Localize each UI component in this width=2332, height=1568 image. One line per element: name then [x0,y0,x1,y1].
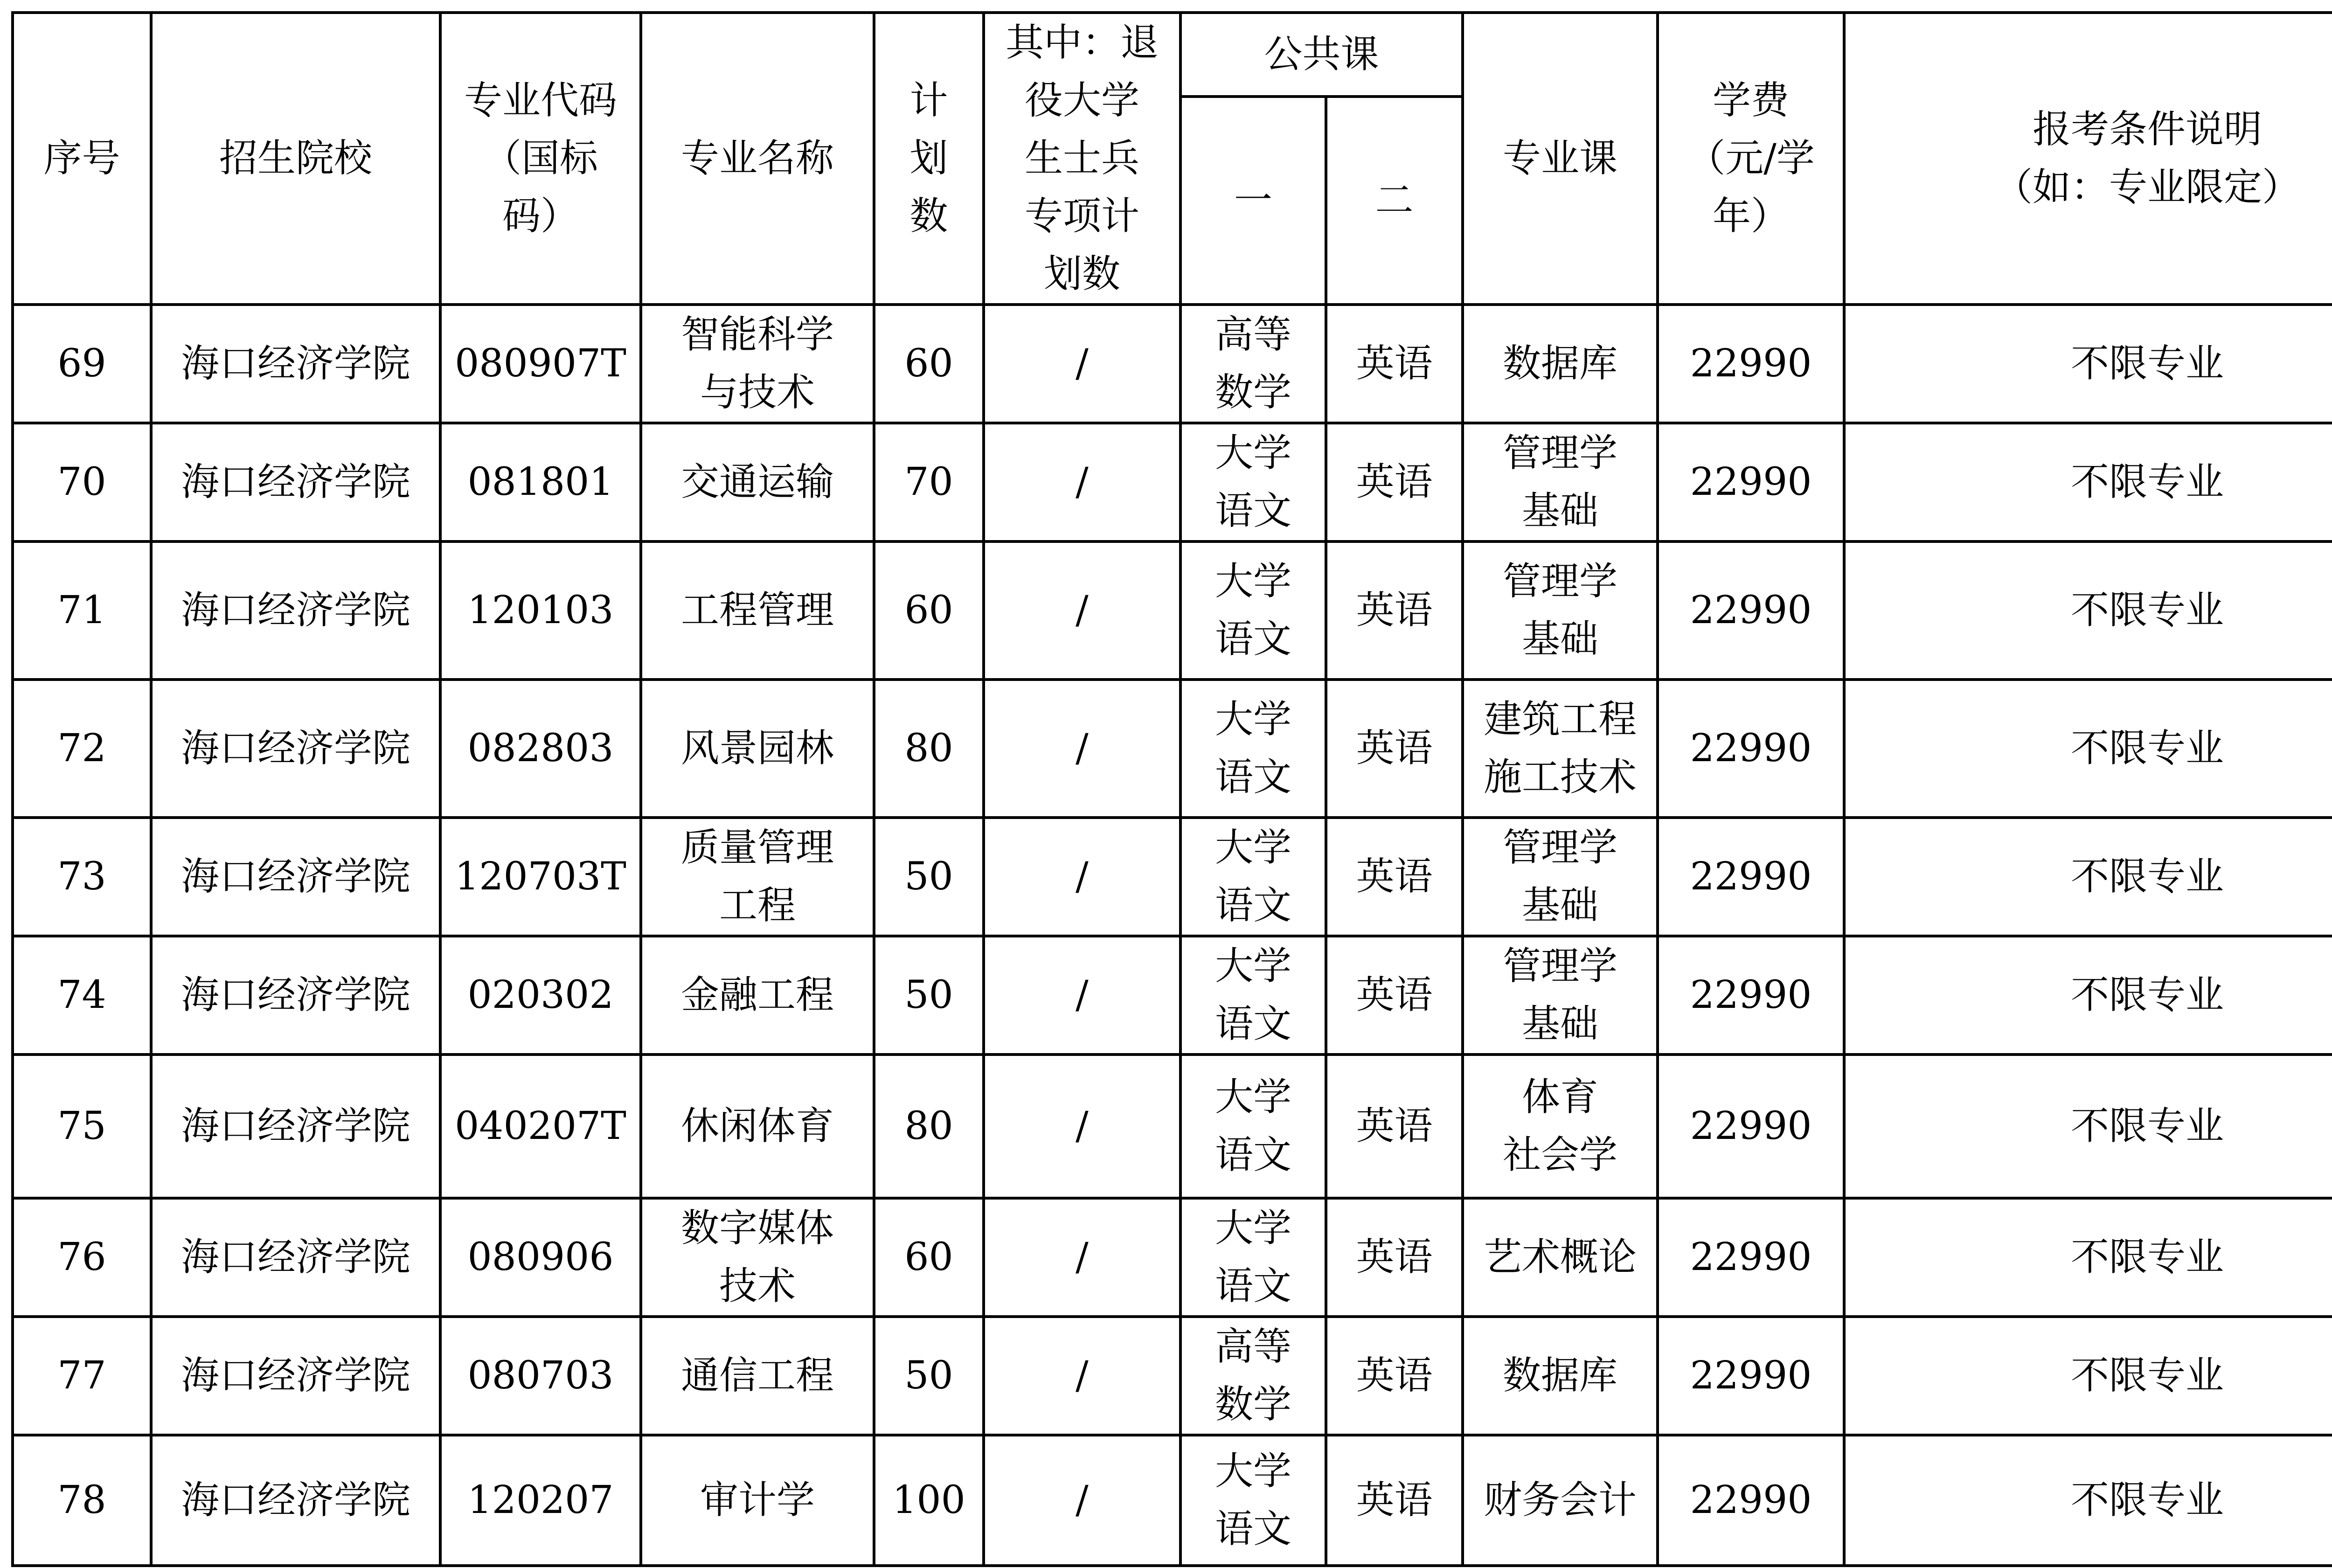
cell-condition: 不限专业 [1844,818,2332,936]
cell-public-1-line: 语文 [1215,1133,1291,1177]
table-row [13,305,2332,423]
cell-tuition: 22990 [1658,1317,1844,1435]
cell-public-2: 英语 [1326,423,1463,541]
cell-major-name-line: 智能科学 [680,312,834,357]
cell-seq: 73 [13,818,151,936]
cell-public-1 [1180,541,1326,680]
cell-major-name-line: 工程管理 [680,588,834,632]
header-tuition-line: 学费 [1713,78,1790,123]
cell-major-code: 120703T [440,818,641,936]
table-header [13,13,2332,305]
cell-plan: 60 [874,305,984,423]
cell-major-course-line: 社会学 [1503,1133,1618,1177]
cell-major-course-line: 管理学 [1503,431,1618,475]
cell-tuition: 22990 [1658,305,1844,423]
table-row [13,1317,2332,1435]
cell-condition: 不限专业 [1844,680,2332,818]
cell-major-code: 081801 [440,423,641,541]
cell-major-name-line: 技术 [719,1264,796,1308]
table-row [13,680,2332,818]
cell-seq: 72 [13,680,151,818]
cell-major-name-line: 与技术 [700,370,815,415]
cell-tuition: 22990 [1658,1055,1844,1198]
cell-major-code: 080907T [440,305,641,423]
cell-plan: 50 [874,1317,984,1435]
cell-major-course-line: 基础 [1522,1002,1599,1046]
cell-major-course-line: 管理学 [1503,559,1618,604]
cell-public-1-line: 大学 [1215,944,1291,988]
cell-major-course [1463,541,1658,680]
cell-major-code: 040207T [440,1055,641,1198]
cell-plan: 50 [874,818,984,936]
cell-major-code: 020302 [440,936,641,1055]
header-conditions [1844,13,2332,305]
cell-public-2: 英语 [1326,1317,1463,1435]
cell-major-course-line: 基础 [1522,489,1599,533]
cell-public-1-line: 语文 [1215,489,1291,533]
cell-major-name [641,936,874,1055]
cell-major-course-line: 管理学 [1503,826,1618,870]
cell-public-1-line: 数学 [1215,370,1291,415]
cell-plan: 100 [874,1435,984,1566]
cell-major-name-line: 交通运输 [680,460,834,504]
table-row [13,1055,2332,1198]
cell-major-course-line: 数据库 [1503,341,1618,386]
header-major-course: 专业课 [1463,13,1658,305]
cell-public-1-line: 语文 [1215,1507,1291,1551]
cell-public-2: 英语 [1326,305,1463,423]
cell-major-name-line: 休闲体育 [680,1104,834,1148]
cell-public-1 [1180,1198,1326,1317]
cell-major-code: 080906 [440,1198,641,1317]
cell-public-2: 英语 [1326,1055,1463,1198]
cell-public-1 [1180,1317,1326,1435]
cell-public-1 [1180,818,1326,936]
header-veteran-line: 专项计 [1024,194,1139,238]
cell-public-1-line: 数学 [1215,1382,1291,1427]
cell-seq: 69 [13,305,151,423]
cell-public-1-line: 高等 [1215,312,1291,357]
header-public-1: 一 [1180,97,1326,305]
cell-major-course [1463,680,1658,818]
cell-tuition: 22990 [1658,1198,1844,1317]
cell-major-code: 082803 [440,680,641,818]
cell-condition: 不限专业 [1844,936,2332,1055]
cell-condition: 不限专业 [1844,305,2332,423]
cell-condition: 不限专业 [1844,541,2332,680]
cell-tuition: 22990 [1658,1435,1844,1566]
header-major-code-line: 码） [502,194,579,238]
table-row [13,1198,2332,1317]
cell-veteran-plan: / [984,1435,1180,1566]
cell-major-name-line: 工程 [719,883,796,928]
cell-major-course [1463,818,1658,936]
header-major-code-line: 专业代码 [464,78,617,123]
cell-plan: 80 [874,680,984,818]
cell-tuition: 22990 [1658,936,1844,1055]
cell-veteran-plan: / [984,423,1180,541]
table-row [13,936,2332,1055]
cell-veteran-plan: / [984,1055,1180,1198]
header-public-course: 公共课 [1180,13,1463,97]
cell-veteran-plan: / [984,305,1180,423]
cell-plan: 60 [874,541,984,680]
cell-major-code: 120103 [440,541,641,680]
cell-major-course [1463,936,1658,1055]
cell-plan: 60 [874,1198,984,1317]
cell-school: 海口经济学院 [151,680,440,818]
table-row [13,818,2332,936]
cell-school: 海口经济学院 [151,541,440,680]
cell-public-2: 英语 [1326,541,1463,680]
cell-public-1-line: 大学 [1215,826,1291,870]
cell-public-1 [1180,1435,1326,1566]
cell-public-2: 英语 [1326,1435,1463,1566]
header-conditions-line: 报考条件说明 [2033,107,2263,152]
header-plan-line: 划 [909,136,948,180]
header-tuition-line: （元/学 [1687,136,1815,180]
cell-public-1-line: 语文 [1215,883,1291,928]
cell-veteran-plan: / [984,680,1180,818]
cell-public-1 [1180,305,1326,423]
cell-public-1-line: 大学 [1215,431,1291,475]
cell-veteran-plan: / [984,936,1180,1055]
cell-major-name [641,680,874,818]
cell-seq: 74 [13,936,151,1055]
cell-public-1-line: 高等 [1215,1325,1291,1369]
cell-public-1-line: 语文 [1215,617,1291,661]
cell-public-1 [1180,423,1326,541]
cell-school: 海口经济学院 [151,1055,440,1198]
cell-major-name [641,818,874,936]
cell-public-2: 英语 [1326,936,1463,1055]
cell-public-1-line: 语文 [1215,1002,1291,1046]
cell-public-1 [1180,936,1326,1055]
cell-school: 海口经济学院 [151,423,440,541]
cell-major-name-line: 风景园林 [680,726,834,770]
table-body [13,305,2332,1566]
header-plan-line: 计 [909,78,948,123]
cell-major-course [1463,1435,1658,1566]
cell-public-1-line: 语文 [1215,755,1291,799]
cell-major-course-line: 财务会计 [1484,1478,1637,1522]
cell-veteran-plan: / [984,541,1180,680]
cell-public-1 [1180,1055,1326,1198]
cell-major-name [641,1435,874,1566]
cell-major-code: 120207 [440,1435,641,1566]
header-public-2: 二 [1326,97,1463,305]
cell-major-name-line: 审计学 [700,1478,815,1522]
header-plan-line: 数 [909,194,948,238]
header-veteran-line: 划数 [1043,252,1120,296]
cell-major-course-line: 艺术概论 [1484,1235,1637,1279]
table-row [13,423,2332,541]
cell-school: 海口经济学院 [151,305,440,423]
cell-school: 海口经济学院 [151,1435,440,1566]
cell-major-course-line: 施工技术 [1484,755,1637,799]
header-tuition-line: 年） [1713,194,1790,238]
cell-school: 海口经济学院 [151,1198,440,1317]
header-major-name: 专业名称 [641,13,874,305]
cell-public-1-line: 大学 [1215,559,1291,604]
cell-public-1-line: 大学 [1215,1206,1291,1250]
cell-condition: 不限专业 [1844,1317,2332,1435]
cell-seq: 75 [13,1055,151,1198]
cell-seq: 71 [13,541,151,680]
cell-seq: 70 [13,423,151,541]
cell-major-name-line: 金融工程 [680,973,834,1017]
cell-major-course-line: 建筑工程 [1484,697,1637,742]
cell-major-course [1463,423,1658,541]
admissions-table-container [11,11,2332,1567]
cell-veteran-plan: / [984,1198,1180,1317]
header-major-code-line: （国标 [483,136,598,180]
table-row [13,1435,2332,1566]
cell-tuition: 22990 [1658,423,1844,541]
cell-tuition: 22990 [1658,680,1844,818]
cell-plan: 80 [874,1055,984,1198]
header-school: 招生院校 [151,13,440,305]
cell-tuition: 22990 [1658,541,1844,680]
cell-major-name [641,541,874,680]
cell-major-name-line: 质量管理 [680,826,834,870]
cell-major-course [1463,1317,1658,1435]
cell-public-2: 英语 [1326,818,1463,936]
cell-tuition: 22990 [1658,818,1844,936]
cell-major-name [641,305,874,423]
cell-major-course [1463,1055,1658,1198]
cell-condition: 不限专业 [1844,1198,2332,1317]
cell-plan: 50 [874,936,984,1055]
cell-public-1-line: 语文 [1215,1264,1291,1308]
cell-plan: 70 [874,423,984,541]
cell-major-name [641,1055,874,1198]
cell-public-1-line: 大学 [1215,1075,1291,1119]
cell-school: 海口经济学院 [151,1317,440,1435]
cell-seq: 78 [13,1435,151,1566]
cell-major-name [641,1198,874,1317]
cell-public-2: 英语 [1326,680,1463,818]
header-seq: 序号 [13,13,151,305]
cell-major-course-line: 基础 [1522,883,1599,928]
cell-public-1-line: 大学 [1215,697,1291,742]
cell-major-name-line: 数字媒体 [680,1206,834,1250]
cell-seq: 76 [13,1198,151,1317]
cell-condition: 不限专业 [1844,423,2332,541]
cell-major-course-line: 基础 [1522,617,1599,661]
header-tuition [1658,13,1844,305]
header-major-code [440,13,641,305]
header-veteran-line: 役大学 [1024,78,1139,123]
header-veteran-line: 生士兵 [1024,136,1139,180]
cell-public-1 [1180,680,1326,818]
cell-veteran-plan: / [984,818,1180,936]
cell-school: 海口经济学院 [151,936,440,1055]
cell-seq: 77 [13,1317,151,1435]
admissions-table [11,11,2332,1567]
header-veteran-plan [984,13,1180,305]
cell-major-course [1463,305,1658,423]
cell-condition: 不限专业 [1844,1055,2332,1198]
header-conditions-line: （如：专业限定） [1994,165,2301,209]
cell-major-course [1463,1198,1658,1317]
cell-school: 海口经济学院 [151,818,440,936]
cell-major-course-line: 体育 [1522,1075,1599,1119]
cell-condition: 不限专业 [1844,1435,2332,1566]
cell-public-1-line: 大学 [1215,1449,1291,1493]
cell-major-name [641,1317,874,1435]
header-plan [874,13,984,305]
cell-major-code: 080703 [440,1317,641,1435]
cell-public-2: 英语 [1326,1198,1463,1317]
table-row [13,541,2332,680]
cell-major-course-line: 数据库 [1503,1353,1618,1398]
cell-veteran-plan: / [984,1317,1180,1435]
cell-major-name-line: 通信工程 [680,1353,834,1398]
header-veteran-line: 其中：退 [1005,21,1159,65]
cell-major-name [641,423,874,541]
cell-major-course-line: 管理学 [1503,944,1618,988]
